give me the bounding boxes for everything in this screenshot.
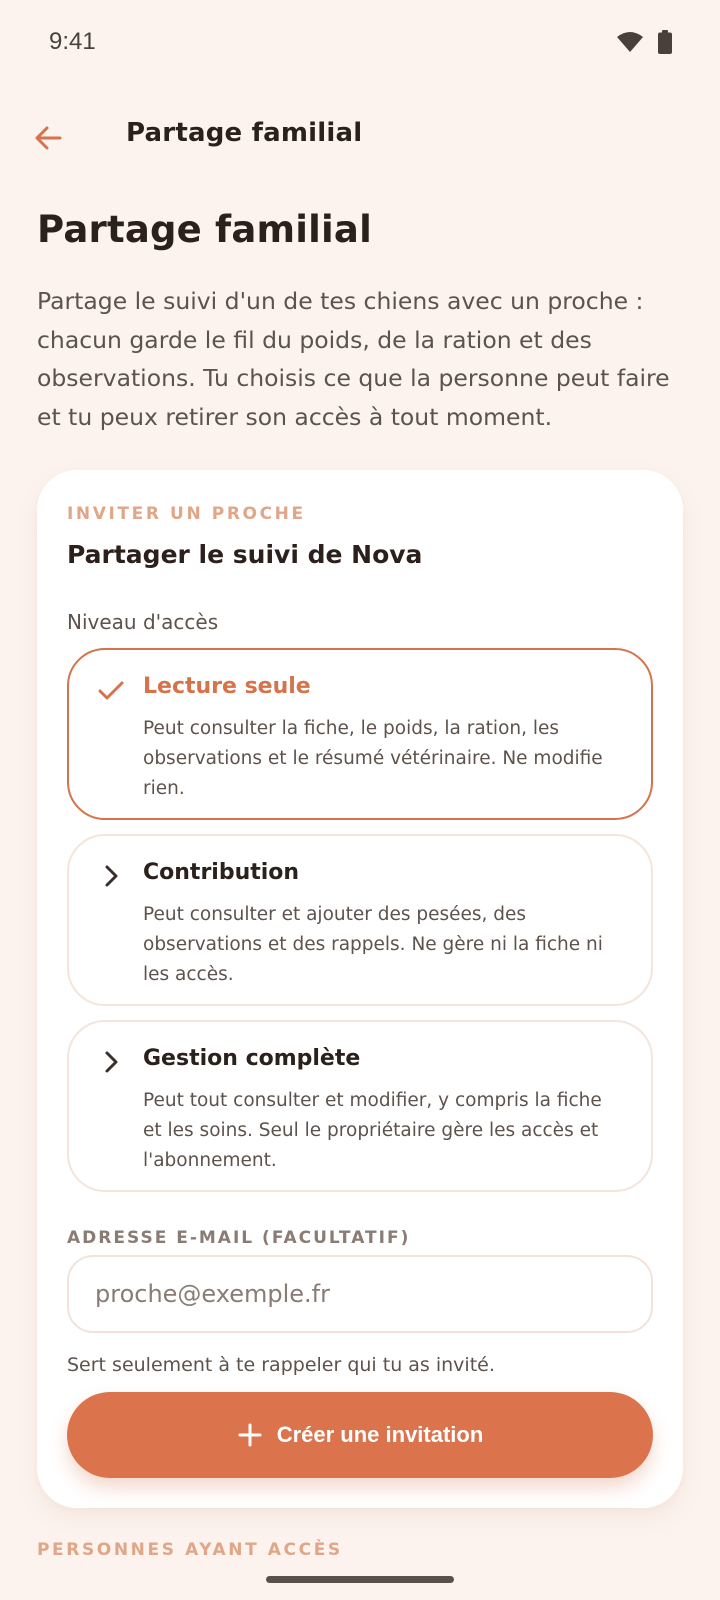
status-time: 9:41 xyxy=(49,28,96,55)
card-title: Partager le suivi de Nova xyxy=(67,540,423,569)
option-description: Peut consulter la fiche, le poids, la ration, les observations et le résumé vétérinaire. Ne modifie rien. xyxy=(143,718,603,799)
top-app-bar xyxy=(0,100,720,172)
create-invitation-label: Créer une invitation xyxy=(276,1422,484,1447)
invite-card xyxy=(37,470,683,1508)
option-title: Lecture seule xyxy=(143,674,311,699)
home-indicator[interactable] xyxy=(266,1576,454,1583)
create-invitation-button[interactable] xyxy=(67,1392,653,1478)
section-overline-people-with-access: PERSONNES AYANT ACCÈS xyxy=(37,1540,343,1556)
option-description: Peut consulter et ajouter des pesées, des observations et des rappels. Ne gère ni la fiche ni les accès. xyxy=(143,904,603,985)
option-title: Gestion complète xyxy=(143,1046,361,1071)
back-button[interactable] xyxy=(22,112,74,164)
status-icons xyxy=(616,30,672,54)
access-option-full-management[interactable] xyxy=(67,1020,653,1192)
arrow-left-icon xyxy=(32,122,64,154)
card-overline: INVITER UN PROCHE xyxy=(67,504,306,524)
email-field[interactable] xyxy=(67,1255,653,1333)
chevron-right-icon xyxy=(97,862,125,890)
check-icon xyxy=(97,676,125,704)
access-option-read-only[interactable] xyxy=(67,648,653,820)
page-intro: Partage le suivi d'un de tes chiens avec un proche : chacun garde le fil du poids, de la ration et des observations. Tu choisis ce que la personne peut faire et tu peux retirer son accès à tout moment. xyxy=(37,287,670,431)
chevron-right-icon xyxy=(97,1048,125,1076)
option-title: Contribution xyxy=(143,860,300,885)
access-option-contribution[interactable] xyxy=(67,834,653,1006)
option-description: Peut tout consulter et modifier, y compris la fiche et les soins. Seul le propriétaire gère les accès et l'abonnement. xyxy=(143,1090,602,1171)
app-bar-title: Partage familial xyxy=(126,118,363,148)
plus-icon xyxy=(237,1422,263,1448)
battery-icon xyxy=(658,30,672,54)
page-title: Partage familial xyxy=(37,208,372,251)
status-bar xyxy=(0,0,720,90)
access-level-label: Niveau d'accès xyxy=(67,610,219,634)
email-field-label: ADRESSE E-MAIL (FACULTATIF) xyxy=(67,1228,411,1248)
wifi-icon xyxy=(616,31,644,53)
email-helper-text: Sert seulement à te rappeler qui tu as invité. xyxy=(67,1354,495,1376)
